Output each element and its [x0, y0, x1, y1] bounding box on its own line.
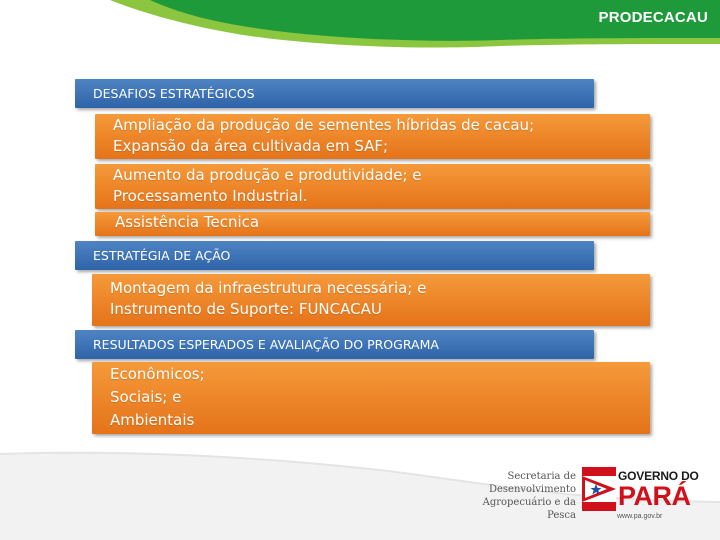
list-item [92, 362, 650, 434]
section-header-label: ESTRATÉGIA DE AÇÃO [93, 248, 231, 263]
section-header-desafios [75, 79, 594, 108]
governo-do-para-logo [618, 470, 699, 510]
item-text: Processamento Industrial. [113, 187, 308, 205]
slide-title: PRODECACAU [598, 9, 708, 26]
item-text: Sociais; e [110, 388, 182, 406]
governo-line: GOVERNO DO [618, 469, 699, 483]
list-item [95, 114, 650, 159]
secretaria-line: Agropecuário e da Pesca [482, 497, 576, 521]
para-flag-logo [582, 467, 616, 511]
item-text: Ampliação da produção de sementes híbridas de cacau; [113, 116, 535, 134]
list-item [95, 212, 650, 236]
item-text: Expansão da área cultivada em SAF; [113, 137, 389, 155]
list-item [92, 274, 650, 326]
section-header-label: DESAFIOS ESTRATÉGICOS [93, 86, 255, 101]
list-item [95, 164, 650, 209]
item-text: Econômicos; [110, 365, 205, 383]
item-text: Assistência Tecnica [115, 213, 260, 231]
item-text: Instrumento de Suporte: FUNCACAU [110, 300, 382, 318]
item-text: Ambientais [110, 411, 195, 429]
secretaria-line: Secretaria de [507, 471, 576, 482]
gov-url: www.pa.gov.br [617, 513, 663, 520]
section-header-label: RESULTADOS ESPERADOS E AVALIAÇÃO DO PROGRAMA [93, 337, 439, 352]
secretaria-label [466, 470, 576, 522]
section-header-resultados [75, 330, 594, 359]
item-text: Aumento da produção e produtividade; e [113, 166, 422, 184]
secretaria-line: Desenvolvimento [488, 484, 576, 495]
section-header-estrategia [75, 241, 594, 270]
item-text: Montagem da infraestrutura necessária; e [110, 279, 427, 297]
para-line: PARÁ [618, 481, 691, 511]
